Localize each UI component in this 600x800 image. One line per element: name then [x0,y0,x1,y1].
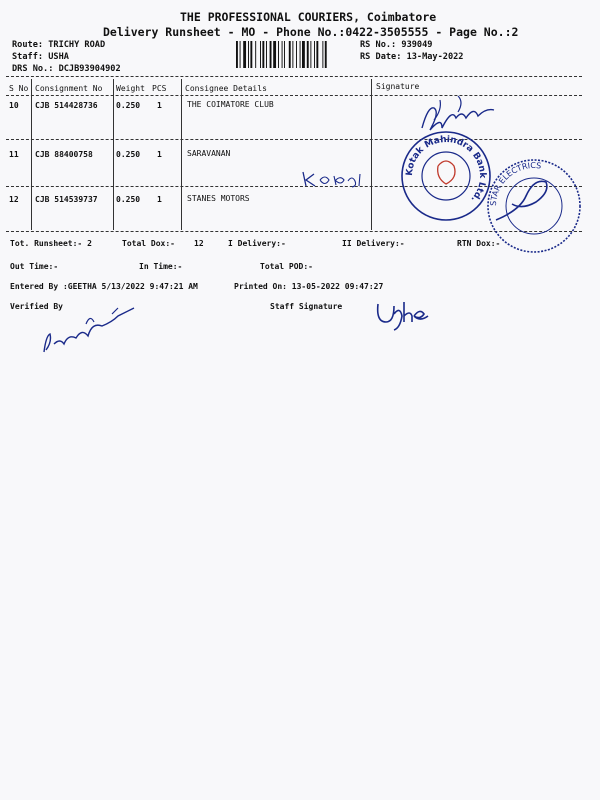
barcode-bar [266,41,267,68]
rs-number: RS No.: 939049 [360,40,433,50]
seal-stamp [486,154,582,258]
row-weight: 0.250 [116,101,141,110]
barcode-bar [278,41,279,68]
row-consignee: THE COIMATORE CLUB [187,100,274,109]
verified-signature [40,300,150,360]
col-header-pcs: PCS [152,84,167,93]
total-dox-label: Total Dox:- [122,239,175,248]
barcode-bar [240,41,241,68]
table-top-divider [6,76,582,77]
barcode-bar [316,41,318,68]
column-divider [371,79,372,230]
barcode-bar [260,41,261,68]
staff-signature-label: Staff Signature [270,302,343,311]
svg-text:STAR ELECTRICS: STAR ELECTRICS [488,160,542,207]
barcode-bar [289,41,291,68]
col-header-weight: Weight [116,84,145,93]
row-consignment: CJB 88400758 [35,150,93,159]
barcode [236,41,356,68]
route-label: Route: TRICHY ROAD [12,40,106,50]
barcode-bar [255,41,256,68]
barcode-bar [292,41,293,68]
rs-date: RS Date: 13-May-2022 [360,52,464,62]
column-divider [31,79,32,230]
barcode-bar [273,41,276,68]
row-consignee: SARAVANAN [187,149,231,158]
barcode-bar [282,41,283,68]
row-sno: 12 [9,195,19,204]
row-weight: 0.250 [116,195,141,204]
col-header-signature: Signature [376,82,420,91]
barcode-bar [284,41,285,68]
staff-signature [374,298,434,338]
row-pcs: 1 [157,101,162,110]
out-time: Out Time:- [10,262,59,271]
barcode-bar [322,41,323,68]
barcode-bar [310,41,311,68]
staff-label: Staff: USHA [12,52,69,62]
svg-text:Kotak Mahindra Bank Ltd.: Kotak Mahindra Bank Ltd. [404,134,488,204]
in-time: In Time:- [139,262,183,271]
row-weight: 0.250 [116,150,141,159]
barcode-bar [302,41,305,68]
barcode-bar [262,41,264,68]
barcode-bar [314,41,315,68]
row-sno: 11 [9,150,19,159]
row-pcs: 1 [157,150,162,159]
row-consignee: STANES MOTORS [187,194,250,203]
verified-by-label: Verified By [10,302,63,311]
entered-by: Entered By :GEETHA 5/13/2022 9:47:21 AM [10,282,198,291]
barcode-bar [236,41,238,68]
barcode-bar [296,41,297,68]
i-delivery: I Delivery:- [228,239,286,248]
col-header-consignee: Consignee Details [185,84,267,93]
barcode-bar [243,41,246,68]
runsheet-subtitle: Delivery Runsheet - MO - Phone No.:0422-3505555 - Page No.:2 [103,25,519,39]
col-header-sno: S No [9,84,29,93]
row-pcs: 1 [157,195,162,204]
rtn-dox: RTN Dox:- [457,239,501,248]
bank-stamp [398,128,494,224]
barcode-bar [248,41,249,68]
company-title: THE PROFESSIONAL COURIERS, Coimbatore [180,10,437,24]
row-consignment: CJB 514428736 [35,101,98,110]
handwritten-note [300,166,380,190]
column-divider [113,79,114,230]
row-consignment: CJB 514539737 [35,195,98,204]
row-sno: 10 [9,101,19,110]
col-header-consignment: Consignment No [35,84,103,93]
total-pod: Total POD:- [260,262,313,271]
barcode-bar [325,41,327,68]
tot-runsheet: Tot. Runsheet:- 2 [10,239,92,248]
barcode-bar [300,41,301,68]
barcode-bar [250,41,252,68]
barcode-bar [270,41,272,68]
total-dox-value: 12 [194,239,204,248]
drs-number: DRS No.: DCJB93904902 [12,64,121,74]
ii-delivery: II Delivery:- [342,239,405,248]
barcode-bar [307,41,309,68]
printed-on: Printed On: 13-05-2022 09:47:27 [234,282,384,291]
column-divider [181,79,182,230]
